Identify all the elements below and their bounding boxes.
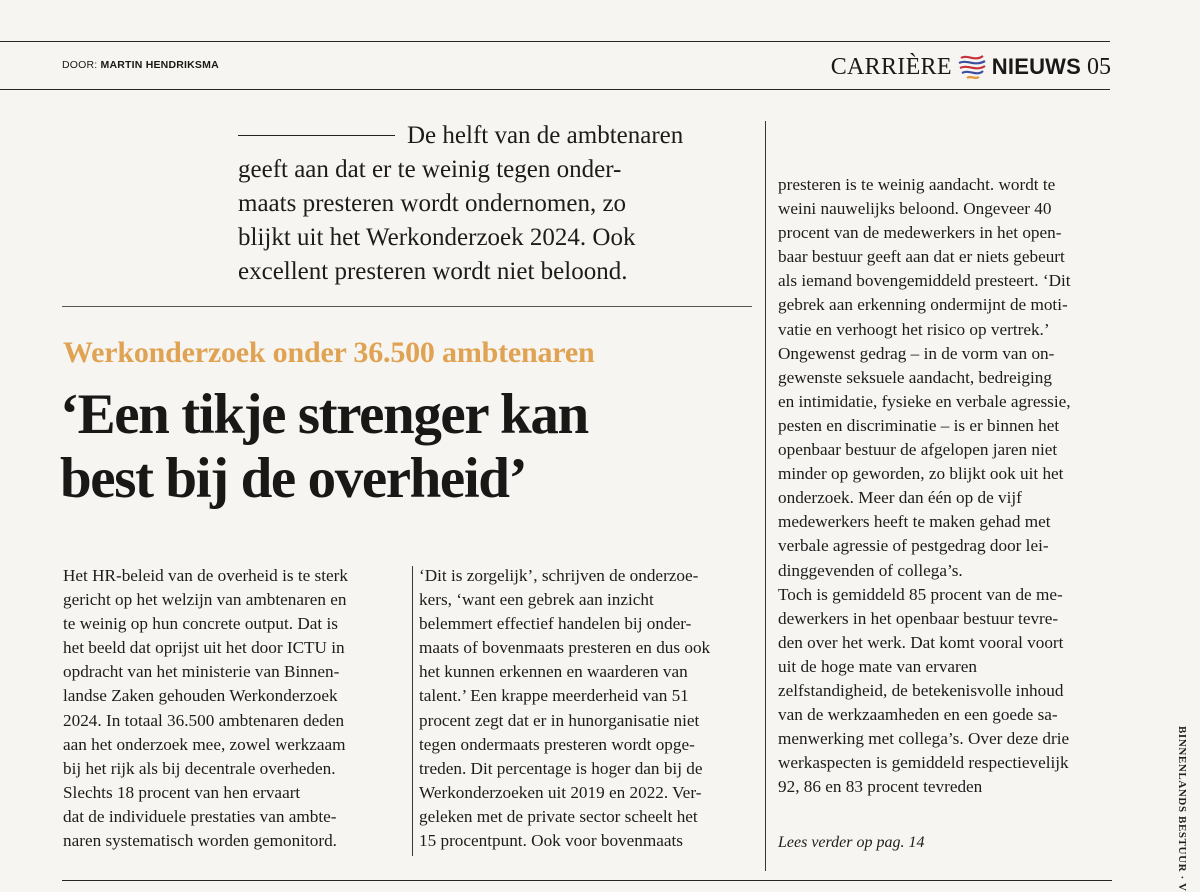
body-line: zelfstandigheid, de betekenisvolle inhoud — [778, 680, 1064, 700]
body-line: belemmert effectief handelen bij onder- — [419, 614, 692, 634]
body-line: 2024. In totaal 36.500 ambtenaren deden — [63, 710, 345, 730]
body-line: als iemand bovengemiddeld presteert. ‘Dit — [778, 271, 1071, 291]
bottom-rule — [62, 880, 1112, 881]
body-line: minder op geworden, zo blijkt ook uit het — [778, 464, 1064, 484]
byline — [62, 59, 219, 71]
intro-line: blijkt uit het Werkonderzoek 2024. Ook — [238, 224, 636, 251]
body-line: ‘Dit is zorgelijk’, schrijven de onderzoe- — [419, 566, 699, 585]
top-rule — [0, 41, 1110, 42]
kicker: Werkonderzoek onder 36.500 ambtenaren — [63, 336, 595, 369]
body-line: talent.’ Een krappe meerderheid van 51 — [419, 686, 689, 706]
body-line: pesten en discriminatie – is er binnen het — [778, 415, 1060, 435]
body-line: landse Zaken gehouden Werkonderzoek — [63, 686, 338, 706]
body-line: van de werkzaamheden en een goede sa- — [778, 705, 1058, 725]
binnenlands-bestuur-logo-icon — [955, 50, 989, 84]
intro-line: maats presteren wordt ondernomen, zo — [238, 190, 627, 217]
body-line: medewerkers heeft te maken gehad met — [778, 512, 1051, 532]
body-line: 15 procentpunt. Ook voor bovenmaats — [419, 831, 683, 851]
section-label-carriere: CARRIÈRE — [830, 53, 952, 80]
body-line: en intimidatie, fysieke en verbale agressie, — [778, 391, 1071, 411]
intro-line: excellent presteren wordt niet beloond. — [238, 258, 628, 285]
body-line: aan het onderzoek mee, zowel werkzaam — [63, 734, 346, 754]
body-line: het kunnen erkennen en waarderen van — [419, 662, 688, 682]
body-line: te weinig op hun concrete output. Dat is — [63, 614, 338, 634]
body-line: geleken met de private sector scheelt het — [419, 806, 698, 826]
intro-bottom-rule — [62, 306, 752, 307]
section-label-nieuws: NIEUWS — [991, 54, 1081, 79]
body-column-3 — [778, 173, 1108, 799]
body-line: procent van de medewerkers in het open- — [778, 223, 1062, 243]
body-line: opdracht van het ministerie van Binnen- — [63, 662, 340, 682]
lede-dash — [238, 135, 395, 136]
body-line: bij het rijk als bij decentrale overheden. — [63, 758, 336, 778]
body-line: maats of bovenmaats presteren en dus ook — [419, 638, 711, 658]
section-header — [831, 49, 1111, 85]
body-column-2 — [419, 564, 764, 853]
body-line: procent zegt dat er in hunorganisatie niet — [419, 710, 700, 730]
body-line: vatie en verhoogt het risico op vertrek.’ — [778, 319, 1050, 339]
body-line: Slechts 18 procent van hen ervaart — [63, 782, 301, 802]
body-line: gericht op het welzijn van ambtenaren en — [63, 590, 347, 610]
headline-line: best bij de overheid’ — [60, 447, 527, 510]
byline-label: DOOR: — [62, 59, 98, 71]
header-bottom-rule — [0, 89, 1110, 90]
body-column-divider — [412, 566, 413, 856]
body-line: uit de hoge mate van ervaren — [778, 656, 977, 676]
intro-line — [238, 119, 758, 153]
byline-name: MARTIN HENDRIKSMA — [100, 59, 219, 71]
publication-name: BINNENLANDS BESTUUR · V — [1176, 726, 1188, 892]
continued-on-page[interactable]: Lees verder op pag. 14 — [778, 834, 925, 851]
body-line: tegen ondermaats presteren wordt opge- — [419, 734, 695, 754]
headline — [60, 383, 760, 511]
body-line: Ongewenst gedrag – in de vorm van on- — [778, 343, 1055, 363]
body-line: verbale agressie of pestgedrag door lei- — [778, 536, 1049, 556]
body-line: dinggevenden of collega’s. — [778, 560, 963, 580]
body-line: den over het werk. Dat komt vooral voort — [778, 632, 1064, 652]
vertical-publication-label — [1174, 726, 1194, 892]
intro-line: geeft aan dat er te weinig tegen onder- — [238, 156, 622, 183]
intro-line-text: De helft van de ambtenaren — [407, 122, 684, 149]
body-line: gebrek aan erkenning ondermijnt de moti- — [778, 295, 1068, 315]
body-line: Het HR-beleid van de overheid is te sterk — [63, 566, 348, 585]
body-line: presteren is te weinig aandacht. wordt te — [778, 175, 1056, 194]
body-line: kers, ‘want een gebrek aan inzicht — [419, 590, 654, 610]
body-line: werkaspecten is gemiddeld respectievelijk — [778, 753, 1069, 773]
body-line: het beeld dat oprijst uit het door ICTU in — [63, 638, 345, 658]
body-line: dewerkers in het openbaar bestuur tevre- — [778, 608, 1059, 628]
body-line: Werkonderzoeken uit 2019 en 2022. Ver- — [419, 782, 702, 802]
page-number: 05 — [1087, 53, 1111, 80]
right-column-divider — [765, 121, 766, 871]
body-line: baar bestuur geeft aan dat er niets gebeurt — [778, 247, 1065, 267]
body-line: treden. Dit percentage is hoger dan bij de — [419, 758, 703, 778]
body-line: dat de individuele prestaties van ambte- — [63, 806, 337, 826]
body-line: gewenste seksuele aandacht, bedreiging — [778, 367, 1052, 387]
body-column-1 — [63, 564, 408, 853]
body-line: weini nauwelijks beloond. Ongeveer 40 — [778, 199, 1052, 219]
body-line: naren systematisch worden gemonitord. — [63, 831, 337, 851]
headline-line: ‘Een tikje strenger kan — [60, 383, 588, 446]
intro-lede — [238, 119, 758, 289]
body-line: 92, 86 en 83 procent tevreden — [778, 777, 983, 797]
body-line: openbaar bestuur de afgelopen jaren niet — [778, 440, 1058, 460]
body-line: Toch is gemiddeld 85 procent van de me- — [778, 584, 1063, 604]
body-line: menwerking met collega’s. Over deze drie — [778, 729, 1070, 749]
body-line: onderzoek. Meer dan één op de vijf — [778, 488, 1022, 508]
